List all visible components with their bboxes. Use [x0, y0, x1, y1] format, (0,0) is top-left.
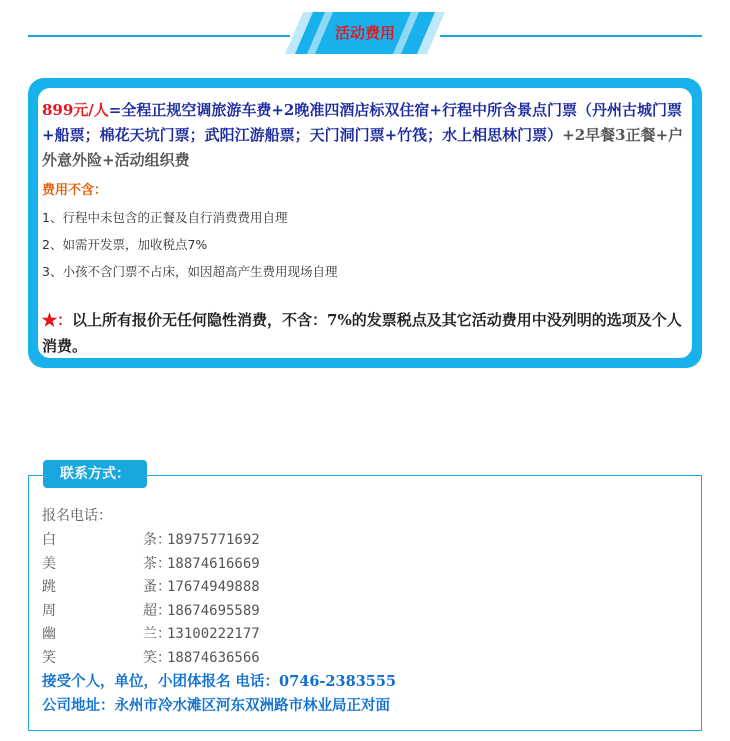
name-char: 超: [143, 602, 157, 619]
star-icon: ★：: [42, 311, 73, 329]
contact-name: [42, 577, 157, 601]
group-registration-line: 接受个人，单位，小团体报名 电话：0746-2383555: [42, 673, 397, 690]
name-char: 条: [143, 532, 157, 548]
included-extras-text: +2早餐3正餐+户外意外险+活动组织费: [42, 126, 684, 169]
colon: ：: [157, 579, 171, 595]
exclusions-title: 费用不含：: [42, 183, 108, 198]
contact-row: [42, 577, 396, 601]
name-char: 笑: [42, 649, 56, 666]
included-items-text: =全程正规空调旅游车费+2晚准四酒店标双住宿+行程中所含景点门票（丹州古城门票+船票；棉花天坑门票；武阳江游船票；天门洞门票+竹筏；水上相思林门票）: [42, 101, 682, 144]
contact-name: [42, 530, 157, 554]
exclusions-list: [42, 208, 686, 289]
phone-number[interactable]: 18975771692: [167, 532, 260, 548]
colon: ：: [157, 649, 171, 666]
price-note: [42, 307, 686, 359]
colon: ：: [157, 555, 171, 572]
fee-description: [42, 98, 686, 173]
phone-number[interactable]: 18874616669: [167, 555, 260, 572]
header-divider-right: [440, 35, 702, 37]
list-item: 1、行程中未包含的正餐及自行消费费用自理: [42, 210, 288, 225]
contact-name: [42, 554, 157, 578]
header-divider-left: [28, 35, 290, 37]
name-char: 蚤: [143, 579, 157, 595]
contact-row: [42, 601, 396, 625]
contact-row: [42, 648, 396, 672]
contact-name: [42, 648, 157, 672]
colon: ：: [157, 626, 171, 642]
price-text: 899元/人: [42, 101, 109, 119]
phone-number[interactable]: 18874636566: [167, 649, 260, 666]
contact-content: [42, 506, 396, 719]
contact-row: [42, 624, 396, 648]
name-char: 幽: [42, 626, 56, 642]
name-char: 美: [42, 555, 56, 572]
name-char: 周: [42, 602, 56, 619]
name-char: 白: [42, 532, 56, 548]
contact-name: [42, 601, 157, 625]
list-item: 3、小孩不含门票不占床，如因超高产生费用现场自理: [42, 264, 338, 279]
name-char: 跳: [42, 579, 56, 595]
contact-row: [42, 554, 396, 578]
name-char: 兰: [143, 626, 157, 642]
phone-label: 报名电话：: [42, 508, 112, 524]
phone-number[interactable]: 13100222177: [167, 626, 260, 642]
list-item: 2、如需开发票，加收税点7%: [42, 237, 208, 252]
company-address-line: 公司地址：永州市冷水滩区河东双洲路市林业局正对面: [42, 697, 390, 714]
contact-tab-label: 联系方式：: [43, 460, 147, 488]
section-header-tab: [285, 12, 445, 54]
phone-number[interactable]: 18674695589: [167, 602, 260, 619]
fee-panel-content: [38, 88, 692, 358]
name-char: 笑: [143, 649, 157, 666]
name-char: 茶: [143, 555, 157, 572]
colon: ：: [157, 532, 171, 548]
colon: ：: [157, 602, 171, 619]
fee-panel: [28, 78, 702, 368]
contact-name: [42, 624, 157, 648]
phone-number[interactable]: 17674949888: [167, 579, 260, 595]
contact-row: [42, 530, 396, 554]
price-note-text: 以上所有报价无任何隐性消费，不含：7%的发票税点及其它活动费用中没列明的选项及个人消费。: [42, 311, 682, 355]
section-title: 活动费用: [334, 24, 395, 42]
